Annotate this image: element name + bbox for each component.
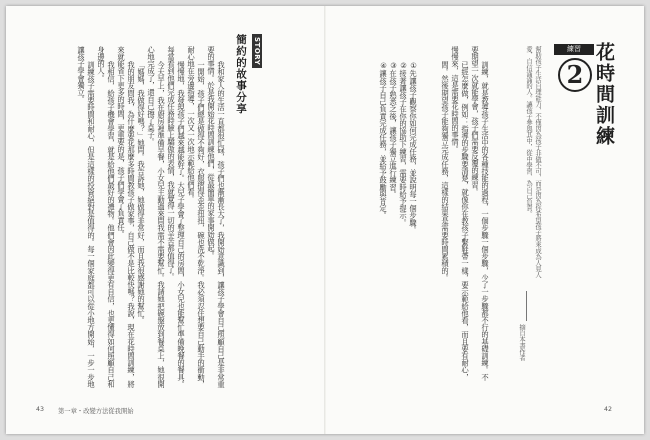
step-item: ③在孩子熟悉之後，讓孩子獨立進行練習。 [389,60,398,198]
story-paragraph: 慢慢地，我發現孩子們越來越能幹了。大兒子學會了整理自己的房間，小女兒也能幫忙準備晚餐的餐具。每當看到他們完成任務時臉上驕傲的表情，我就覺得一切的辛苦都值得了。 [167,46,186,388]
story-body [28,46,226,394]
right-page-number: 42 [604,406,613,413]
exercise-lead [424,46,490,386]
story-paragraph: 我相信，給孩子機會學習，就是給他們最好的禮物。他們會因此變得更有自信，也更懂得如何照顧自己和身邊的人。 [97,46,116,388]
exercise-steps [374,46,418,296]
story-paragraph: 我和家人的生活一直都很忙碌，孩子們也漸漸長大了，我開始意識到，讓孩子學會自己照顧自己是非常重要的事情。於是我開始花時間訓練他們，從最簡單的家事開始做起。 [207,46,226,388]
lead-paragraph: 間。然後期望孩子能夠獨立完成任務，這樣的結果是需要時間累積的。 [441,60,450,281]
intro-paragraph: 幫助孩子生活自理能力，不僅因為孩子非做不可，而是因為你希望孩子將來成為人見人愛、自信滿滿的人。讓孩子參與其中，從中學習、為自己負責。 [525,46,541,278]
left-page-number: 43 [36,406,45,413]
quote-divider [526,291,527,321]
quote-attribution: 摘自本書作者 [518,324,525,361]
exercise-badge-label: 練習 [554,44,594,55]
intro-text [502,46,542,281]
exercise-badge [554,44,594,104]
story-paragraph: 「媽媽，我做得好嗎？」她問。我告訴她，她做得非常好，而且我很感謝她的幫忙。 [137,60,146,324]
left-running-head: 第一章・改變方法從我開始 [58,408,134,415]
story-title: 簡約的故事分享 [235,34,247,115]
step-item: ②接著讓孩子在你的協助下練習，需要時給予提示。 [399,60,408,226]
exercise-title: 花時間訓練 [593,42,615,147]
step-item: ①先讓孩子觀察你如何完成任務，並說明每一個步驟。 [409,60,418,233]
story-paragraph: 一開始，孩子們總是做得不夠好，衣服摺得歪歪扭扭，碗也洗不乾淨。我必須忍住想要自己動手的衝動，耐心地在旁邊指導，一次又一次地示範給他們看。 [187,46,206,388]
story-tag: STORY [252,34,262,68]
exercise-number: 2 [558,58,592,92]
story-paragraph: 訓練孩子需要時間和耐心，但是這樣的投資絕對是值得的。每一個家庭都可以從小地方開始，一步一步地讓孩子學會獨立。 [77,46,96,388]
book-spread [6,6,644,434]
lead-paragraph: 訓練，就是教導孩子生活中的各種技能的過程，一個步驟一個步驟，少了一步驟都不行的基礎訓練。不要期望一次就能學會，孩子們需要反覆的練習。 [471,46,490,381]
story-paragraph: 我的朋友問我，為什麼要花那麼多時間教孩子做家事，自己做不是比較快嗎？我說，現在花時間訓練，將來就能省下更多的時間，更重要的是，孩子們學會了負責任。 [117,46,136,388]
lead-paragraph: 已經怎麼做，例如：指導的步驟要清楚，就像你在教孩子繫鞋帶一樣，要示範給他看，而且要有耐心，慢慢來，這是需要花時間的事情。 [451,46,470,381]
story-paragraph: 今天早上，我在廚房裡準備早餐，小女兒主動過來問我需不需要幫忙。我請她把碗盤放到餐桌上，她很開心地完成了，還自己擦了桌子。 [147,46,166,388]
step-item: ④讓孩子自己負責完成任務，並給予鼓勵與肯定。 [379,60,388,219]
page-gutter [324,6,326,434]
